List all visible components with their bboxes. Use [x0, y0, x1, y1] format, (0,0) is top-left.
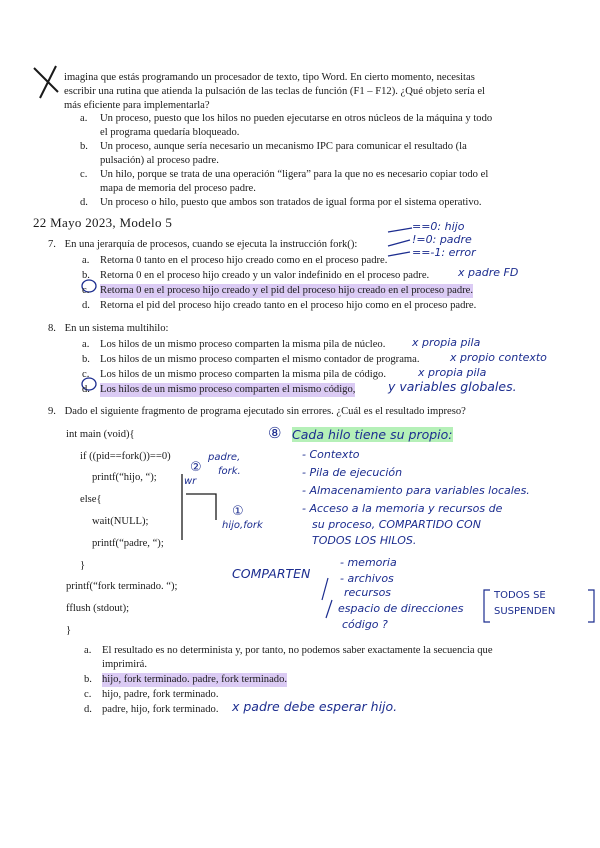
- notes-heading-text: Cada hilo tiene su propio:: [292, 427, 453, 442]
- option-letter: b.: [82, 354, 90, 365]
- option-text: Retorna 0 tanto en el proceso hijo creado como en el proceso padre.: [100, 255, 388, 266]
- option-c: [80, 168, 580, 196]
- q9-option-b: [84, 673, 574, 688]
- option-text: padre, hijo, fork terminado.: [102, 704, 219, 715]
- option-letter: a.: [82, 255, 90, 266]
- notes-item-6: TODOS LOS HILOS.: [312, 534, 417, 547]
- option-note: x propia pila: [412, 336, 481, 349]
- q7-option-d: [82, 299, 542, 314]
- notes-item-4: - Acceso a la memoria y recursos de: [302, 502, 503, 515]
- notes-item-5: su proceso, COMPARTIDO CON: [312, 518, 481, 531]
- option-letter: c.: [82, 285, 90, 296]
- option-note: x propia pila: [418, 366, 487, 379]
- q8-option-b: [82, 353, 582, 368]
- option-letter: d.: [80, 197, 88, 208]
- section-title: 22 Mayo 2023, Modelo 5: [33, 215, 173, 230]
- question-text: En un sistema multihilo:: [64, 323, 169, 334]
- option-note: x propio contexto: [450, 351, 547, 364]
- question-prev-text: [64, 71, 574, 113]
- diagram-step-2-text-b: fork.: [218, 466, 241, 477]
- comparten-item-3: recursos: [344, 586, 392, 599]
- code-line-10: }: [66, 625, 72, 636]
- notes-item-2: - Pila de ejecución: [302, 466, 403, 479]
- notes-item-3: - Almacenamiento para variables locales.: [302, 484, 530, 497]
- question-7-options: [82, 254, 542, 314]
- question-7: [48, 238, 448, 252]
- code-line-7: }: [80, 560, 86, 571]
- option-line-2: pulsación) al proceso padre.: [100, 155, 219, 166]
- question-number: 8.: [48, 323, 56, 334]
- code-line-2: if ((pid==fork())==0): [80, 451, 171, 462]
- notes-heading: [292, 427, 453, 442]
- option-letter: c.: [80, 169, 88, 180]
- option-line-1: Un proceso, aunque sería necesario un mecanismo IPC para comunicar el resultado (la: [100, 141, 467, 152]
- diagram-wr: wr: [184, 476, 197, 487]
- question-prev-line-2: escribir una rutina que atienda la pulsación de las teclas de función (F1 – F12). ¿Qué objeto sería el: [64, 86, 485, 97]
- comparten-item-4: espacio de direcciones: [338, 602, 464, 615]
- notes-heading-number: ⑧: [268, 424, 282, 442]
- q7-note-1: ==0: hijo: [412, 220, 465, 233]
- comparten-item-5: código ?: [342, 618, 388, 631]
- option-text-highlighted: hijo, fork terminado. padre, fork terminado.: [102, 674, 288, 685]
- q9-option-d: [84, 699, 574, 718]
- option-letter: a.: [84, 645, 92, 656]
- option-letter: a.: [80, 113, 88, 124]
- question-8: [48, 322, 168, 336]
- option-line-2: imprimirá.: [102, 659, 148, 670]
- question-prev-line-3: más eficiente para implementarla?: [64, 100, 210, 111]
- option-letter: a.: [82, 339, 90, 350]
- question-prev-line-1: imagina que estás programando un procesador de texto, tipo Word. En cierto momento, necesitas: [64, 72, 475, 83]
- option-line-1: Un proceso o hilo, puesto que ambos son tratados de igual forma por el sistema operativo.: [100, 197, 482, 208]
- code-line-6: printf(“padre, “);: [92, 538, 164, 549]
- option-letter: c.: [84, 689, 92, 700]
- code-line-5: wait(NULL);: [92, 516, 149, 527]
- question-text: En una jerarquía de procesos, cuando se ejecuta la instrucción fork():: [64, 239, 358, 250]
- question-8-options: [82, 338, 582, 398]
- diagram-step-1-number: ①: [232, 504, 244, 519]
- code-line-8: printf(“fork terminado. “);: [66, 581, 178, 592]
- question-text: Dado el siguiente fragmento de programa ejecutado sin errores. ¿Cuál es el resultado impreso?: [64, 406, 466, 417]
- question-9-options: [84, 644, 574, 718]
- option-d: [80, 196, 580, 210]
- q7-note-3: ==-1: error: [412, 246, 476, 259]
- option-a: [80, 112, 580, 140]
- option-letter: d.: [82, 300, 90, 311]
- q9-option-a: [84, 644, 574, 673]
- question-number: 7.: [48, 239, 56, 250]
- option-text: Los hilos de un mismo proceso comparten la misma pila de núcleo.: [100, 339, 386, 350]
- option-letter: c.: [82, 369, 90, 380]
- option-b: [80, 140, 580, 168]
- code-line-3: printf(“hijo, “);: [92, 472, 157, 483]
- option-note: y variables globales.: [388, 379, 517, 394]
- option-note: x padre debe esperar hijo.: [232, 699, 398, 714]
- diagram-step-2-number: ②: [190, 460, 202, 475]
- todos-note-b: SUSPENDEN: [494, 606, 556, 617]
- diagram-step-1-text: hijo,fork: [222, 520, 263, 531]
- option-line-1: El resultado es no determinista y, por tanto, no podemos saber exactamente la secuencia que: [102, 645, 493, 656]
- comparten-label: COMPARTEN: [232, 566, 311, 581]
- option-text: Retorna el pid del proceso hijo creado tanto en el proceso hijo como en el proceso padre.: [100, 300, 477, 311]
- question-9: [48, 405, 568, 419]
- option-text-highlighted: Retorna 0 en el proceso hijo creado y el pid del proceso hijo creado en el proceso padre.: [100, 285, 473, 296]
- code-line-4: else{: [80, 494, 102, 505]
- q8-option-d: [82, 379, 582, 398]
- option-letter: d.: [82, 384, 90, 395]
- option-letter: b.: [82, 270, 90, 281]
- q7-b-note: x padre FD: [458, 266, 519, 279]
- option-letter: d.: [84, 704, 92, 715]
- todos-note-a: TODOS SE: [494, 590, 546, 601]
- code-line-9: fflush (stdout);: [66, 603, 130, 614]
- option-text: Los hilos de un mismo proceso comparten la misma pila de código.: [100, 369, 386, 380]
- question-number: 9.: [48, 406, 56, 417]
- code-line-1: int main (void){: [66, 429, 135, 440]
- question-prev-options: [80, 112, 580, 210]
- option-text: Retorna 0 en el proceso hijo creado y un valor indefinido en el proceso padre.: [100, 270, 430, 281]
- option-line-1: Un hilo, porque se trata de una operación “ligera” para la que no es necesario copiar todo el: [100, 169, 489, 180]
- option-line-2: mapa de memoria del proceso padre.: [100, 183, 256, 194]
- q7-option-c: [82, 284, 542, 299]
- comparten-item-1: - memoria: [340, 556, 397, 569]
- notes-item-1: - Contexto: [302, 448, 360, 461]
- option-line-1: Un proceso, puesto que los hilos no pueden ejecutarse en otros núcleos de la máquina y todo: [100, 113, 493, 124]
- option-text: Los hilos de un mismo proceso comparten el mismo contador de programa.: [100, 354, 420, 365]
- option-line-2: el programa quedaría bloqueado.: [100, 127, 240, 138]
- option-letter: b.: [80, 141, 88, 152]
- diagram-step-2-text-a: padre,: [208, 452, 241, 463]
- option-letter: b.: [84, 674, 92, 685]
- option-text: hijo, padre, fork terminado.: [102, 689, 219, 700]
- q7-note-2: !=0: padre: [412, 233, 472, 246]
- comparten-item-2: - archivos: [340, 572, 394, 585]
- option-text-highlighted: Los hilos de un mismo proceso comparten el mismo código,: [100, 384, 356, 395]
